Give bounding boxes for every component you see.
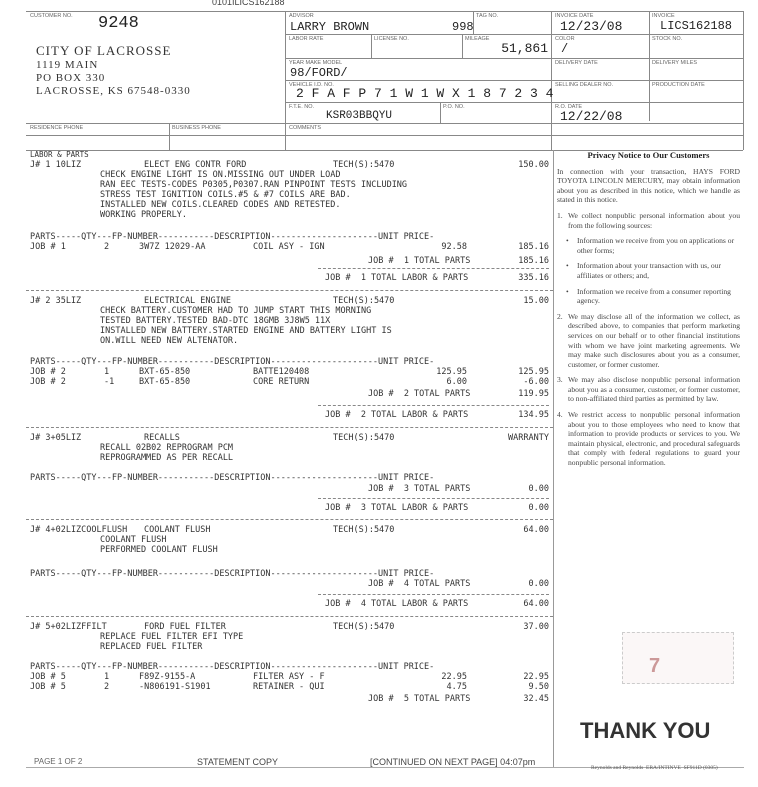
- part-qty: 1: [104, 672, 110, 682]
- part-qty: -1: [104, 377, 115, 387]
- job-note: PERFORMED COOLANT FLUSH: [100, 545, 218, 555]
- privacy-bullet: [557, 236, 740, 255]
- part-number: F89Z-9155-A: [139, 672, 196, 682]
- fte-no: KSR03BBQYU: [326, 110, 393, 122]
- job-note: COOLANT FLUSH: [100, 535, 167, 545]
- part-qty: 2: [104, 242, 110, 252]
- job-labor-amount: WARRANTY: [508, 433, 549, 443]
- privacy-item-number: 2.: [557, 311, 563, 321]
- fte-no-label: F.T.E. NO.: [289, 104, 315, 110]
- total-labor-parts-label: JOB # 2 TOTAL LABOR & PARTS: [325, 410, 469, 420]
- part-description: COIL ASY - IGN: [253, 242, 325, 252]
- mileage: 51,861: [501, 41, 548, 56]
- part-extended: 185.16: [518, 242, 549, 252]
- business-phone-label: BUSINESS PHONE: [172, 125, 221, 131]
- job-code: J# 5+02LIZFFILT: [30, 622, 107, 632]
- subtotal-rule: [318, 594, 549, 595]
- part-job: JOB # 5: [30, 682, 66, 692]
- privacy-item: [557, 375, 740, 404]
- job-note: TESTED BATTERY.TESTED BAD-DTC 18GMB 3J8W5 11X: [100, 316, 331, 326]
- privacy-item: [557, 312, 740, 370]
- comments-label: COMMENTS: [289, 125, 322, 131]
- invoice-number: LICS162188: [660, 19, 733, 33]
- part-description: CORE RETURN: [253, 377, 310, 387]
- vin-label: VEHICLE I.D. NO.: [289, 82, 334, 88]
- job-note: INSTALLED NEW COILS.CLEARED CODES AND RETESTED.: [100, 200, 341, 210]
- job-code: J# 2 35LIZ: [30, 296, 82, 306]
- part-job: JOB # 2: [30, 367, 66, 377]
- parts-header: PARTS-----QTY---FP-NUMBER-----------DESCRIPTION---------------------UNIT PRICE-: [30, 569, 435, 579]
- job-note: WORKING PROPERLY.: [100, 210, 187, 220]
- job-note: REPROGRAMMED AS PER RECALL: [100, 453, 234, 463]
- job-code: J# 3+05LIZ: [30, 433, 82, 443]
- customer-address-line: PO BOX 330: [36, 72, 106, 84]
- part-unit-price: 4.75: [446, 682, 467, 692]
- privacy-item-text: We restrict access to nonpublic personal information about you to those employees who need to know that information to provide products or services to you. We maintain physical, electronic, and procedural safeguards that comply with federal regulations to guard your nonpublic personal information.: [568, 410, 740, 468]
- header-row-line: [285, 80, 743, 81]
- job-separator: [26, 290, 553, 291]
- header-row-line: [285, 102, 743, 103]
- total-parts-value: 185.16: [518, 256, 549, 266]
- tag-no-label: TAG NO.: [476, 13, 499, 19]
- job-note: RECALL 02B02 REPROGRAM PCM: [100, 443, 234, 453]
- form-code: Reynolds and Reynolds ERA/INTINVE SF911D (0305): [591, 765, 718, 771]
- job-note: ON.WILL NEED NEW ALTENATOR.: [100, 336, 239, 346]
- part-description: BATTE120408: [253, 367, 310, 377]
- privacy-title: Privacy Notice to Our Customers: [587, 150, 710, 160]
- header-divider-right: [649, 11, 650, 121]
- part-extended: 9.50: [528, 682, 549, 692]
- privacy-notice: [557, 151, 740, 474]
- labor-rate-label: LABOR RATE: [289, 36, 324, 42]
- bullet-icon: •: [566, 236, 569, 246]
- selling-dealer-label: SELLING DEALER NO.: [555, 82, 614, 88]
- delivery-date-label: DELIVERY DATE: [555, 60, 598, 66]
- advisor-name: LARRY BROWN: [290, 20, 370, 34]
- job-note: INSTALLED NEW BATTERY.STARTED ENGINE AND BATTERY LIGHT IS: [100, 326, 392, 336]
- part-unit-price: 6.00: [446, 377, 467, 387]
- color-label: COLOR: [555, 36, 575, 42]
- privacy-item-number: 4.: [557, 410, 563, 420]
- section-label: LABOR & PARTS: [30, 150, 89, 159]
- job-note: CHECK ENGINE LIGHT IS ON.MISSING OUT UNDER LOAD: [100, 170, 341, 180]
- job-title: ELECT ENG CONTR FORD: [144, 160, 247, 170]
- part-description: RETAINER - QUI: [253, 682, 325, 692]
- total-labor-parts-label: JOB # 1 TOTAL LABOR & PARTS: [325, 273, 469, 283]
- total-parts-label: JOB # 3 TOTAL PARTS: [368, 484, 471, 494]
- total-parts-value: 119.95: [518, 389, 549, 399]
- stamp-digit: 7: [649, 655, 661, 677]
- customer-address-line: LACROSSE, KS 67548-0330: [36, 85, 191, 97]
- header-row-line: [26, 123, 743, 124]
- privacy-bullet-text: Information we receive from a consumer reporting agency.: [577, 286, 731, 306]
- ro-date-label: R.O. DATE: [555, 104, 583, 110]
- job-code: J# 4+02LIZCOOLFLUSH: [30, 525, 128, 535]
- parts-header: PARTS-----QTY---FP-NUMBER-----------DESCRIPTION---------------------UNIT PRICE-: [30, 232, 435, 242]
- privacy-intro: In connection with your transaction, HAYS FORD TOYOTA LINCOLN MERCURY, may obtain information about you as described in this notice, which we handle as stated in this notice.: [557, 166, 740, 205]
- header-cell-divider: [169, 123, 170, 150]
- parts-header: PARTS-----QTY---FP-NUMBER-----------DESCRIPTION---------------------UNIT PRICE-: [30, 662, 435, 672]
- job-code: J# 1 10LIZ: [30, 160, 82, 170]
- year-make-model: 98/FORD/: [290, 66, 348, 80]
- privacy-divider: [553, 150, 554, 767]
- part-number: 3W7Z 12029-AA: [139, 242, 206, 252]
- header-right-border: [743, 11, 744, 150]
- year-make-model-label: YEAR MAKE MODEL: [289, 60, 343, 66]
- part-qty: 2: [104, 682, 110, 692]
- bullet-icon: •: [566, 261, 569, 271]
- job-tech: TECH(S):5470: [333, 433, 395, 443]
- part-job: JOB # 2: [30, 377, 66, 387]
- part-unit-price: 92.58: [441, 242, 467, 252]
- stock-no-label: STOCK NO.: [652, 36, 683, 42]
- job-note: CHECK BATTERY.CUSTOMER HAD TO JUMP START THIS MORNING: [100, 306, 372, 316]
- part-extended: -6.00: [523, 377, 549, 387]
- mileage-label: MILEAGE: [465, 36, 490, 42]
- total-labor-parts-value: 0.00: [528, 503, 549, 513]
- job-title: RECALLS: [144, 433, 180, 443]
- job-separator: [26, 519, 553, 520]
- header-row-line: [285, 58, 743, 59]
- subtotal-rule: [318, 405, 549, 406]
- part-extended: 125.95: [518, 367, 549, 377]
- header-row-line: [285, 34, 743, 35]
- part-number: -N806191-S1901: [139, 682, 211, 692]
- thank-you: THANK YOU: [580, 718, 711, 743]
- total-parts-value: 0.00: [528, 579, 549, 589]
- color: /: [561, 42, 569, 56]
- job-tech: TECH(S):5470: [333, 525, 395, 535]
- parts-header: PARTS-----QTY---FP-NUMBER-----------DESCRIPTION---------------------UNIT PRICE-: [30, 357, 435, 367]
- header-cell-divider: [462, 34, 463, 58]
- total-parts-value: 0.00: [528, 484, 549, 494]
- part-qty: 1: [104, 367, 110, 377]
- invoice-date: 12/23/08: [560, 19, 623, 34]
- privacy-item-text: We may also disclose nonpublic personal information about you as a consumer, customer, or former customer, to non-affiliated third parties as permitted by law.: [568, 375, 740, 404]
- part-extended: 22.95: [523, 672, 549, 682]
- tag-no: 998: [452, 20, 474, 34]
- header-cell-divider: [440, 102, 441, 123]
- part-description: FILTER ASY - F: [253, 672, 325, 682]
- privacy-bullet: [557, 261, 740, 280]
- job-tech: TECH(S):5470: [333, 296, 395, 306]
- job-tech: TECH(S):5470: [333, 160, 395, 170]
- statement-copy: STATEMENT COPY: [197, 757, 279, 767]
- total-labor-parts-value: 134.95: [518, 410, 549, 420]
- header-cell-divider: [371, 34, 372, 58]
- total-parts-label: JOB # 1 TOTAL PARTS: [368, 256, 471, 266]
- invoice-label: INVOICE: [652, 13, 675, 19]
- job-title: ELECTRICAL ENGINE: [144, 296, 231, 306]
- job-title: COOLANT FLUSH: [144, 525, 211, 535]
- customer-no: 9248: [98, 14, 139, 33]
- total-parts-label: JOB # 5 TOTAL PARTS: [368, 694, 471, 704]
- part-unit-price: 125.95: [436, 367, 467, 377]
- top-code: 0101ILICS162188: [212, 0, 285, 7]
- license-no-label: LICENSE NO.: [374, 36, 409, 42]
- privacy-item: [557, 410, 740, 468]
- job-note: RAN EEC TESTS-CODES P0305,P0307.RAN PINPOINT TESTS INCLUDING: [100, 180, 408, 190]
- continued-note: [CONTINUED ON NEXT PAGE] 04:07pm: [370, 757, 536, 767]
- residence-phone-label: RESIDENCE PHONE: [30, 125, 84, 131]
- page-number: PAGE 1 OF 2: [34, 757, 83, 766]
- part-number: BXT-65-850: [139, 377, 191, 387]
- privacy-item-number: 3.: [557, 375, 563, 385]
- total-parts-label: JOB # 4 TOTAL PARTS: [368, 579, 471, 589]
- po-no-label: P.O. NO.: [443, 104, 465, 110]
- part-unit-price: 22.95: [441, 672, 467, 682]
- header-top-border: [26, 11, 744, 12]
- total-labor-parts-label: JOB # 3 TOTAL LABOR & PARTS: [325, 503, 469, 513]
- job-tech: TECH(S):5470: [333, 622, 395, 632]
- job-title: FORD FUEL FILTER: [144, 622, 226, 632]
- job-separator: [26, 616, 553, 617]
- job-note: REPLACED FUEL FILTER: [100, 642, 203, 652]
- job-labor-amount: 64.00: [523, 525, 549, 535]
- privacy-bullet-text: Information we receive from you on applications or other forms;: [577, 236, 735, 255]
- advisor-label: ADVISOR: [289, 13, 314, 19]
- delivery-miles-label: DELIVERY MILES: [652, 60, 698, 66]
- total-parts-value: 32.45: [523, 694, 549, 704]
- privacy-item-text: We may disclose all of the information we collect, as described above, to companies that perform marketing services on our behalf or to other financial institutions with whom we have joint marketing agreements. We may make such disclosures about you as a consumer, customer, or former customer.: [568, 311, 740, 369]
- part-number: BXT-65-850: [139, 367, 191, 377]
- part-job: JOB # 5: [30, 672, 66, 682]
- subtotal-rule: [318, 268, 549, 269]
- customer-no-label: CUSTOMER NO.: [30, 13, 73, 19]
- subtotal-rule: [318, 498, 549, 499]
- job-separator: [26, 427, 553, 428]
- customer-name: CITY OF LACROSSE: [36, 43, 172, 58]
- ro-date: 12/22/08: [560, 109, 623, 124]
- vin: 2 F A F P 7 1 W 1 W X 1 8 7 2 3 4: [296, 86, 554, 101]
- privacy-bullet-text: Information about your transaction with us, our affiliates or others; and,: [577, 261, 722, 280]
- job-labor-amount: 15.00: [523, 296, 549, 306]
- total-labor-parts-value: 64.00: [523, 599, 549, 609]
- total-labor-parts-value: 335.16: [518, 273, 549, 283]
- total-parts-label: JOB # 2 TOTAL PARTS: [368, 389, 471, 399]
- customer-address-line: 1119 MAIN: [36, 59, 99, 71]
- header-row-line: [26, 135, 743, 136]
- privacy-item: [557, 211, 740, 230]
- parts-header: PARTS-----QTY---FP-NUMBER-----------DESCRIPTION---------------------UNIT PRICE-: [30, 473, 435, 483]
- privacy-bullet: [557, 287, 740, 306]
- job-labor-amount: 37.00: [523, 622, 549, 632]
- dealer-stamp: [622, 632, 734, 684]
- privacy-items: [557, 211, 740, 468]
- invoice-date-label: INVOICE DATE: [555, 13, 594, 19]
- privacy-item-text: We collect nonpublic personal information about you from the following sources:: [568, 210, 740, 230]
- job-labor-amount: 150.00: [518, 160, 549, 170]
- privacy-item-number: 1.: [557, 210, 563, 220]
- job-note: STRESS TEST IGNITION COILS.#5 & #7 COILS ARE BAD.: [100, 190, 351, 200]
- total-labor-parts-label: JOB # 4 TOTAL LABOR & PARTS: [325, 599, 469, 609]
- part-job: JOB # 1: [30, 242, 66, 252]
- production-date-label: PRODUCTION DATE: [652, 82, 705, 88]
- job-note: REPLACE FUEL FILTER EFI TYPE: [100, 632, 244, 642]
- bullet-icon: •: [566, 286, 569, 296]
